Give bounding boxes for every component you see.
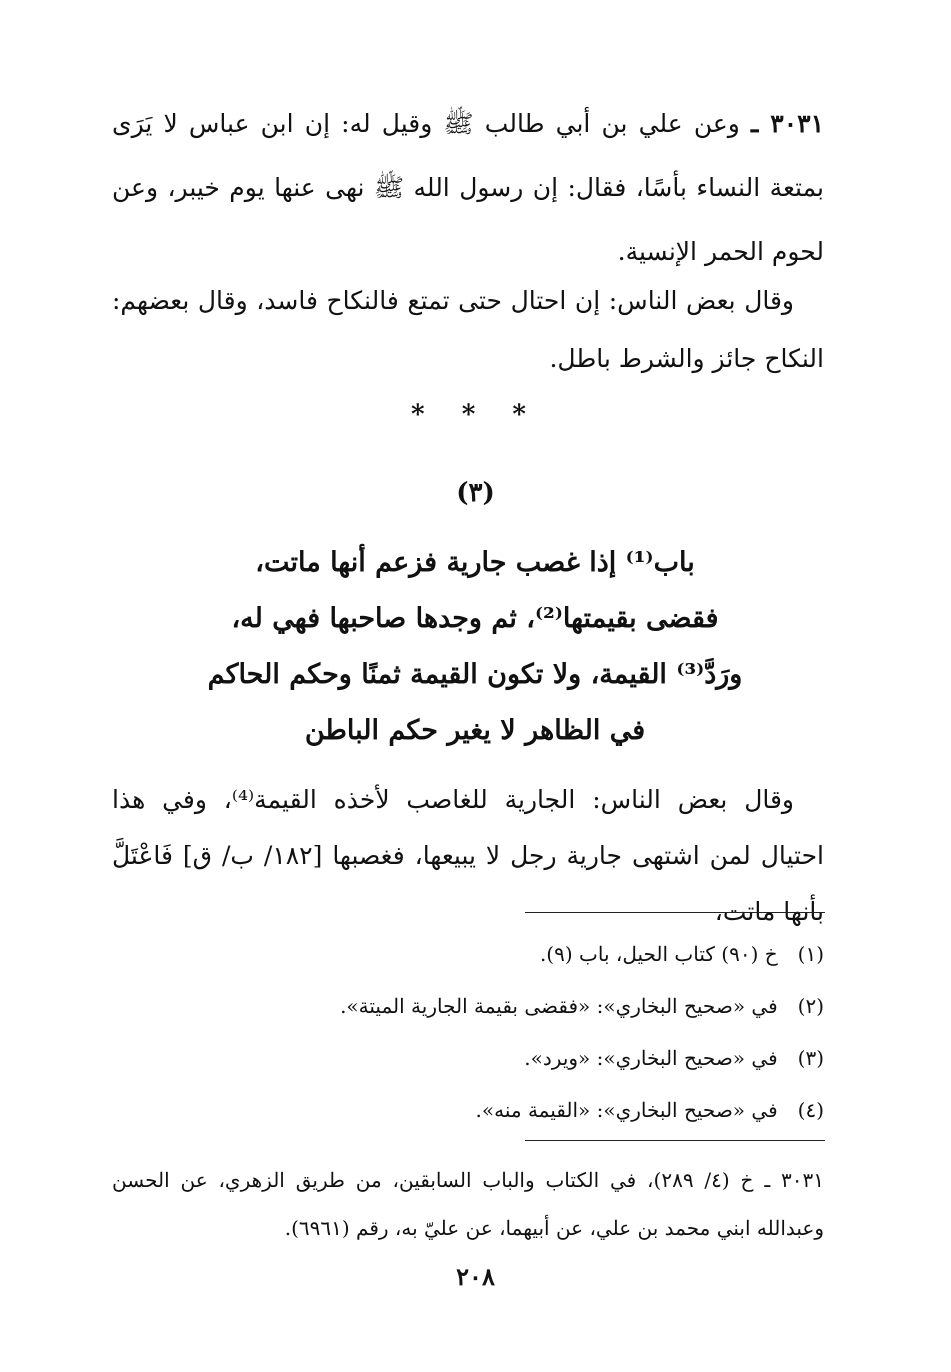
footnote-divider — [525, 912, 825, 913]
takhrij-note: ٣٠٣١ ـ خ (٤/ ٢٨٩)، في الكتاب والباب السابقين، من طريق الزهري، عن الحسن وعبدالله ابني محمد بن علي، عن أبيهما، عن عليّ به، رقم (٦٩٦١). — [112, 1168, 824, 1240]
footnote-number: (١) — [797, 942, 824, 966]
section-separator: * * * — [411, 400, 540, 430]
footnote-text: في «صحيح البخاري»: «فقضى بقيمة الجارية الميتة». — [340, 994, 778, 1018]
chapter-title-line: في الظاهر لا يغير حكم الباطن — [304, 715, 646, 746]
commentary-paragraph-2: وقال بعض الناس: الجارية للغاصب لأخذه القيمة⁽⁴⁾، وفي هذا احتيال لمن اشتهى جارية رجل لا يبيعها، فغصبها [١٨٢/ ب/ ق] فَاعْتَلَّ بأنها ماتت، — [112, 785, 824, 926]
footnote — [112, 980, 824, 1032]
hadith-text: وعن علي بن أبي طالب ﷺ وقيل له: إن ابن عباس لا يَرَى بمتعة النساء بأسًا، فقال: إن رسول الله ﷺ نهى عنها يوم خيبر، وعن لحوم الحمر الإنسية. — [112, 109, 824, 266]
footnote-text: في «صحيح البخاري»: «القيمة منه». — [475, 1098, 778, 1122]
chapter-title-line: باب⁽¹⁾ إذا غصب جارية فزعم أنها ماتت، — [255, 547, 695, 578]
takhrij-divider — [525, 1140, 825, 1141]
hadith-paragraph — [112, 92, 824, 284]
chapter-number: (٣) — [456, 478, 495, 508]
chapter-title — [150, 535, 800, 759]
footnote-number: (٢) — [797, 994, 824, 1018]
chapter-title-line: ورَدَّ⁽³⁾ القيمة، ولا تكون القيمة ثمنًا وحكم الحاكم — [207, 659, 743, 690]
footnote-number: (٣) — [797, 1046, 824, 1070]
footnote-text: خ (٩٠) كتاب الحيل، باب (٩). — [539, 942, 778, 966]
footnote — [112, 928, 824, 980]
chapter-title-line: فقضى بقيمتها⁽²⁾، ثم وجدها صاحبها فهي له، — [231, 603, 719, 634]
footnote — [112, 1032, 824, 1084]
commentary-paragraph-1: وقال بعض الناس: إن احتال حتى تمتع فالنكاح فاسد، وقال بعضهم: النكاح جائز والشرط باطل. — [112, 286, 824, 373]
footnote-text: في «صحيح البخاري»: «ويرد». — [524, 1046, 778, 1070]
page-number: ٢٠٨ — [456, 1262, 495, 1291]
footnotes-list — [112, 928, 824, 1136]
hadith-number: ٣٠٣١ ـ — [751, 109, 824, 138]
footnote-number: (٤) — [797, 1098, 824, 1122]
footnote — [112, 1084, 824, 1136]
